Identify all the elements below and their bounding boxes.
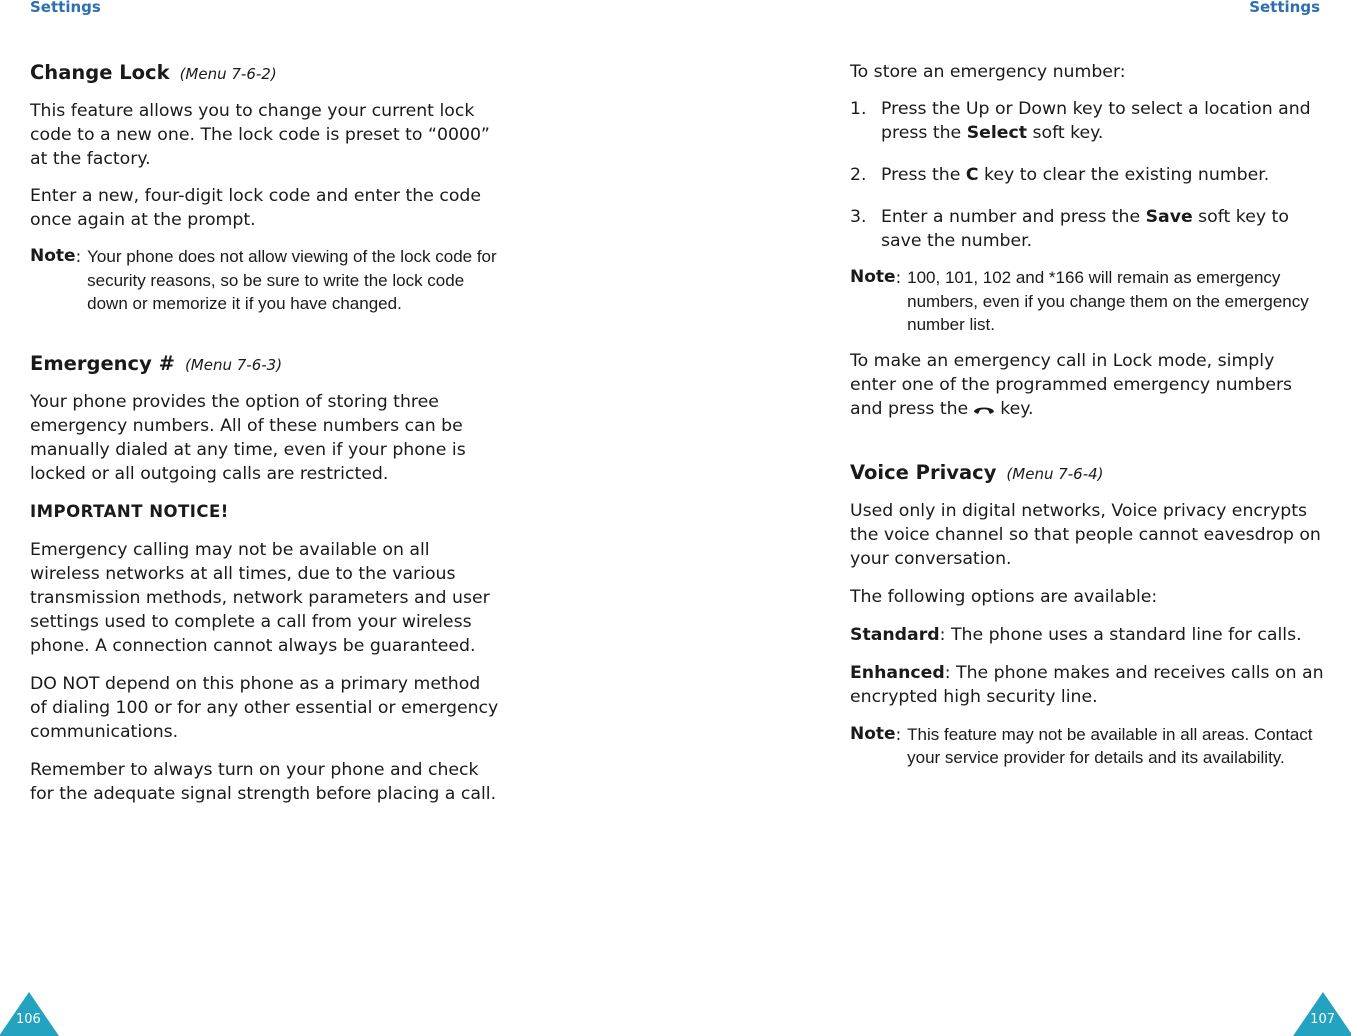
note-text: 100, 101, 102 and *166 will remain as emergency numbers, even if you change them on the emergency number list. <box>907 268 1309 334</box>
note-label: Note <box>30 246 76 266</box>
change-lock-p2: Enter a new, four-digit lock code and enter the code once again at the prompt. <box>30 186 481 230</box>
page-number-left: 106 <box>16 1012 41 1027</box>
change-lock-title: Change Lock <box>30 61 170 84</box>
store-intro: To store an emergency number: <box>850 62 1126 82</box>
voice-privacy-menu: (Menu 7-6-4) <box>1006 464 1104 483</box>
change-lock-note: Note : Your phone does not allow viewing of the lock code for security reasons, so be sure to write the lock code down or memorize it if you have changed. <box>30 245 500 316</box>
running-head-right: Settings <box>1249 0 1320 16</box>
running-head-left: Settings <box>30 0 101 16</box>
change-lock-menu: (Menu 7-6-2) <box>179 65 277 83</box>
emergency-number-note: Note : 100, 101, 102 and *166 will remain as emergency numbers, even if you change them on the emergency number list. <box>850 266 1325 337</box>
voice-privacy-note: Note : This feature may not be available in all areas. Contact your service provider for details and its availability. <box>850 723 1325 770</box>
note-text: Your phone does not allow viewing of the lock code for security reasons, so be sure to write the lock code down or memorize it if you have changed. <box>87 247 497 313</box>
right-page <box>676 0 1351 1036</box>
end-call-key-icon <box>972 399 996 423</box>
note-label: Note <box>850 723 896 744</box>
left-column <box>30 60 500 806</box>
left-page <box>0 0 675 1036</box>
store-steps <box>850 97 1325 253</box>
emergency-p2: Emergency calling may not be available on all wireless networks at all times, due to the various transmission methods, network parameters and user settings used to complete a call from your wireless phone. A connection cannot always be guaranteed. <box>30 539 490 656</box>
emergency-heading <box>30 351 500 378</box>
note-label: Note <box>850 267 896 287</box>
step-item: 1. Press the Up or Down key to select a location and press the Select soft key. <box>850 99 1311 143</box>
option-enhanced: Enhanced: The phone makes and receives calls on an encrypted high security line. <box>850 662 1324 707</box>
emergency-title: Emergency # <box>30 351 175 375</box>
option-standard: Standard: The phone uses a standard line for calls. <box>850 624 1302 645</box>
step-item: 2. Press the C key to clear the existing number. <box>850 165 1270 185</box>
voice-privacy-title: Voice Privacy <box>850 460 997 484</box>
right-column <box>850 60 1325 770</box>
voice-privacy-p2: The following options are available: <box>850 586 1158 607</box>
voice-privacy-heading <box>850 460 1325 487</box>
step-item: 3. Enter a number and press the Save soft key to save the number. <box>850 207 1289 251</box>
voice-privacy-p1: Used only in digital networks, Voice privacy encrypts the voice channel so that people cannot eavesdrop on your conversation. <box>850 500 1321 569</box>
emergency-p1: Your phone provides the option of storing three emergency numbers. All of these numbers can be manually dialed at any time, even if your phone is locked or all outgoing calls are restricted. <box>30 391 466 484</box>
emergency-p3: DO NOT depend on this phone as a primary method of dialing 100 or for any other essential or emergency communications. <box>30 673 499 742</box>
lock-mode-call: To make an emergency call in Lock mode, simply enter one of the programmed emergency numbers and press the key. <box>850 349 1325 423</box>
note-text: This feature may not be available in all areas. Contact your service provider for details and its availability. <box>907 724 1313 767</box>
emergency-menu: (Menu 7-6-3) <box>184 355 283 374</box>
change-lock-p1: This feature allows you to change your current lock code to a new one. The lock code is preset to “0000” at the factory. <box>30 101 490 169</box>
emergency-p4: Remember to always turn on your phone and check for the adequate signal strength before placing a call. <box>30 759 497 804</box>
change-lock-heading <box>30 60 500 87</box>
important-notice: IMPORTANT NOTICE! <box>30 501 229 521</box>
page-number-right: 107 <box>1310 1012 1335 1027</box>
